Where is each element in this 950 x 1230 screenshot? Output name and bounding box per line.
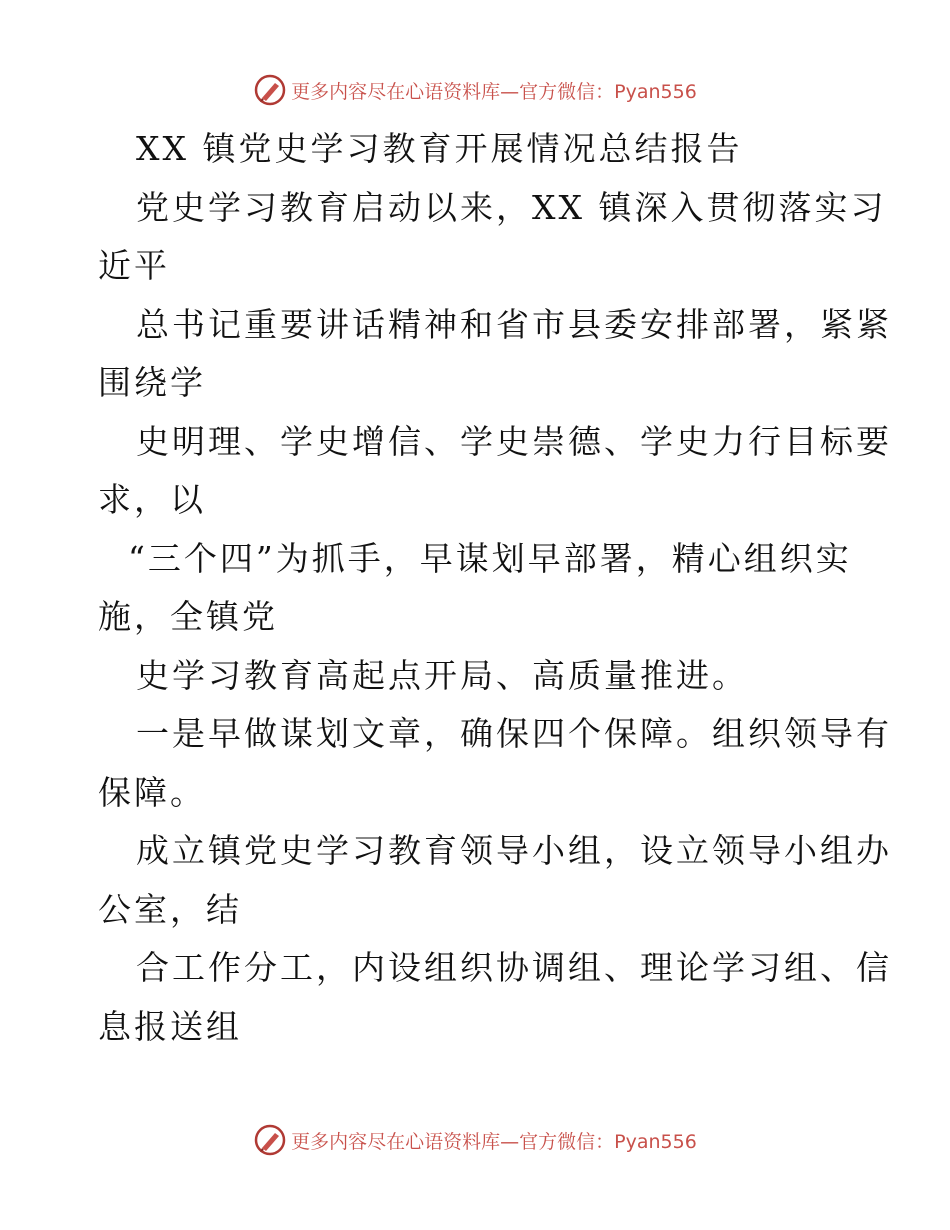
paragraph-line: 围绕学 (98, 363, 206, 402)
paragraph-line: 近平 (98, 246, 170, 285)
paragraph-line: 公室，结 (98, 889, 242, 929)
watermark-text: 更多内容尽在心语资料库—官方微信：Pyan556 (291, 1130, 697, 1153)
paragraph-line: 史明理、学史增信、学史崇德、学史力行目标要 (136, 421, 892, 461)
paragraph-line: 息报送组 (98, 1006, 242, 1046)
watermark-banner-top (0, 70, 950, 110)
paragraph-line: “三个四”为抓手，早谋划早部署，精心组织实 (128, 538, 852, 578)
pen-logo-icon (253, 73, 287, 107)
paragraph-line: 施，全镇党 (98, 597, 278, 636)
watermark-banner-bottom (0, 1120, 950, 1160)
pen-logo-icon (253, 1123, 287, 1157)
paragraph-line: 合工作分工，内设组织协调组、理论学习组、信 (136, 948, 892, 987)
paragraph-line: 成立镇党史学习教育领导小组，设立领导小组办 (136, 831, 892, 870)
paragraph-line: 总书记重要讲话精神和省市县委安排部署，紧紧 (136, 304, 892, 344)
paragraph-line: 保障。 (98, 772, 206, 812)
document-title: XX 镇党史学习教育开展情况总结报告 (136, 129, 743, 168)
watermark-text: 更多内容尽在心语资料库—官方微信：Pyan556 (291, 80, 697, 103)
paragraph-line: 史学习教育高起点开局、高质量推进。 (136, 655, 748, 695)
paragraph-line: 一是早做谋划文章，确保四个保障。组织领导有 (136, 714, 892, 753)
document-body (98, 120, 892, 1056)
paragraph-line: 党史学习教育启动以来，XX 镇深入贯彻落实习 (136, 187, 887, 227)
paragraph-line: 求，以 (98, 480, 206, 519)
